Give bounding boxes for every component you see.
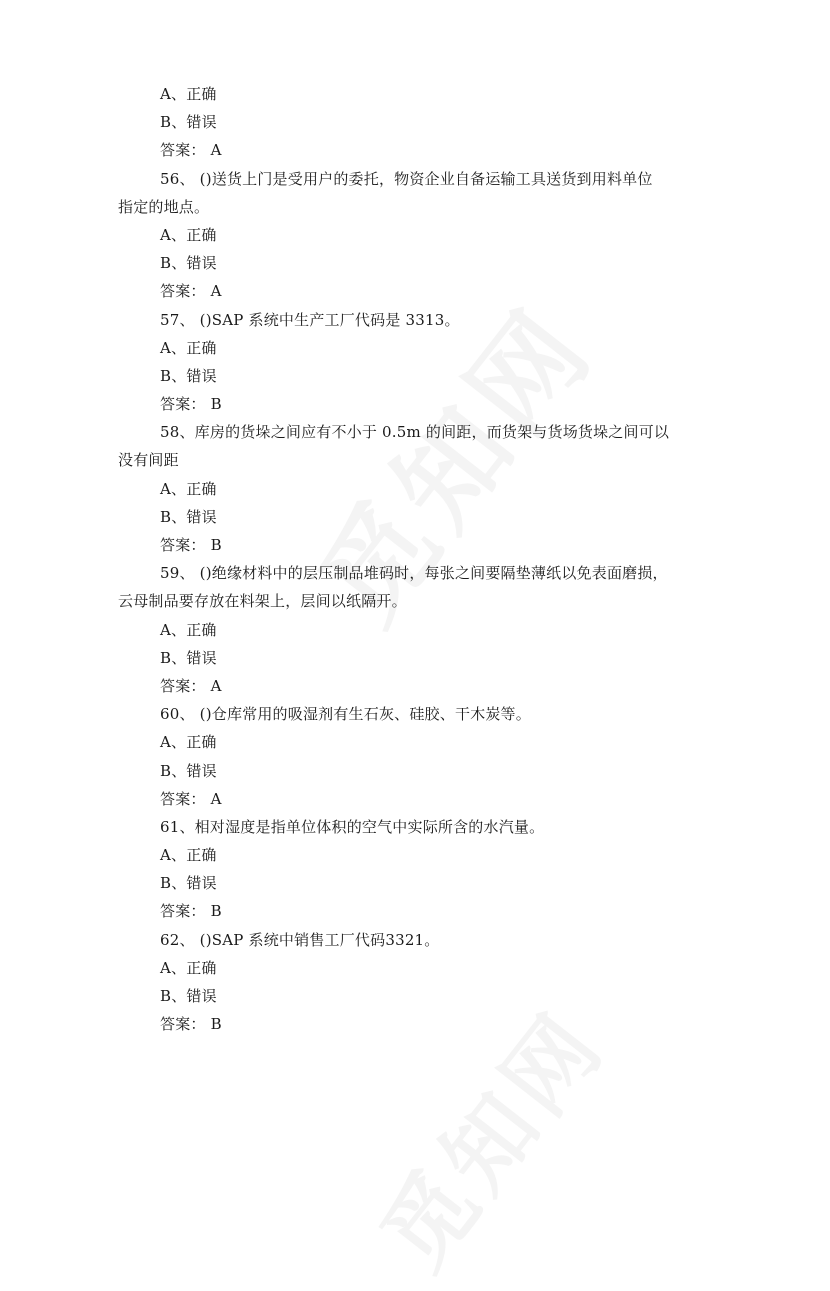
question-text: 58、库房的货垛之间应有不小于 0.5m 的间距，而货架与货场货垛之间可以 — [160, 423, 670, 442]
answer-key: 答案： B — [160, 395, 222, 414]
question-text: 61、相对湿度是指单位体积的空气中实际所含的水汽量。 — [160, 817, 545, 836]
answer-key: 答案： B — [160, 902, 222, 921]
answer-option: B、错误 — [160, 987, 217, 1005]
answer-option: A、正确 — [160, 958, 217, 977]
answer-option: A、正确 — [160, 479, 217, 498]
answer-key: 答案： A — [160, 282, 222, 301]
answer-key: 答案： A — [160, 676, 222, 695]
answer-option: A、正确 — [160, 85, 217, 103]
answer-option: B、错误 — [160, 507, 217, 526]
answer-option: A、正确 — [160, 338, 217, 357]
question-text: 62、 ()SAP 系统中销售工厂代码3321。 — [160, 930, 440, 949]
question-text-continued: 云母制品要存放在料架上，层间以纸隔开。 — [118, 592, 407, 611]
answer-option: B、错误 — [160, 113, 217, 132]
answer-key: 答案： B — [160, 1015, 222, 1034]
question-text-continued: 指定的地点。 — [118, 197, 210, 216]
answer-option: B、错误 — [160, 761, 217, 780]
question-text: 60、 ()仓库常用的吸湿剂有生石灰、硅胶、干木炭等。 — [160, 705, 531, 724]
question-list — [118, 80, 718, 1038]
question-text: 57、 ()SAP 系统中生产工厂代码是 3313。 — [160, 310, 460, 329]
answer-option: B、错误 — [160, 874, 217, 893]
question-text-continued: 没有间距 — [118, 451, 179, 470]
answer-option: B、错误 — [160, 366, 217, 385]
answer-option: A、正确 — [160, 620, 217, 639]
question-text: 59、 ()绝缘材料中的层压制品堆码时，每张之间要隔垫薄纸以免表面磨损， — [160, 564, 668, 583]
answer-option: B、错误 — [160, 648, 217, 667]
answer-key: 答案： B — [160, 536, 222, 554]
answer-option: B、错误 — [160, 254, 217, 273]
answer-key: 答案： A — [160, 141, 222, 160]
answer-key: 答案： A — [160, 789, 222, 808]
question-text: 56、 ()送货上门是受用户的委托，物资企业自备运输工具送货到用料单位 — [160, 169, 653, 188]
answer-option: A、正确 — [160, 846, 217, 865]
answer-option: A、正确 — [160, 733, 217, 752]
answer-option: A、正确 — [160, 225, 217, 244]
